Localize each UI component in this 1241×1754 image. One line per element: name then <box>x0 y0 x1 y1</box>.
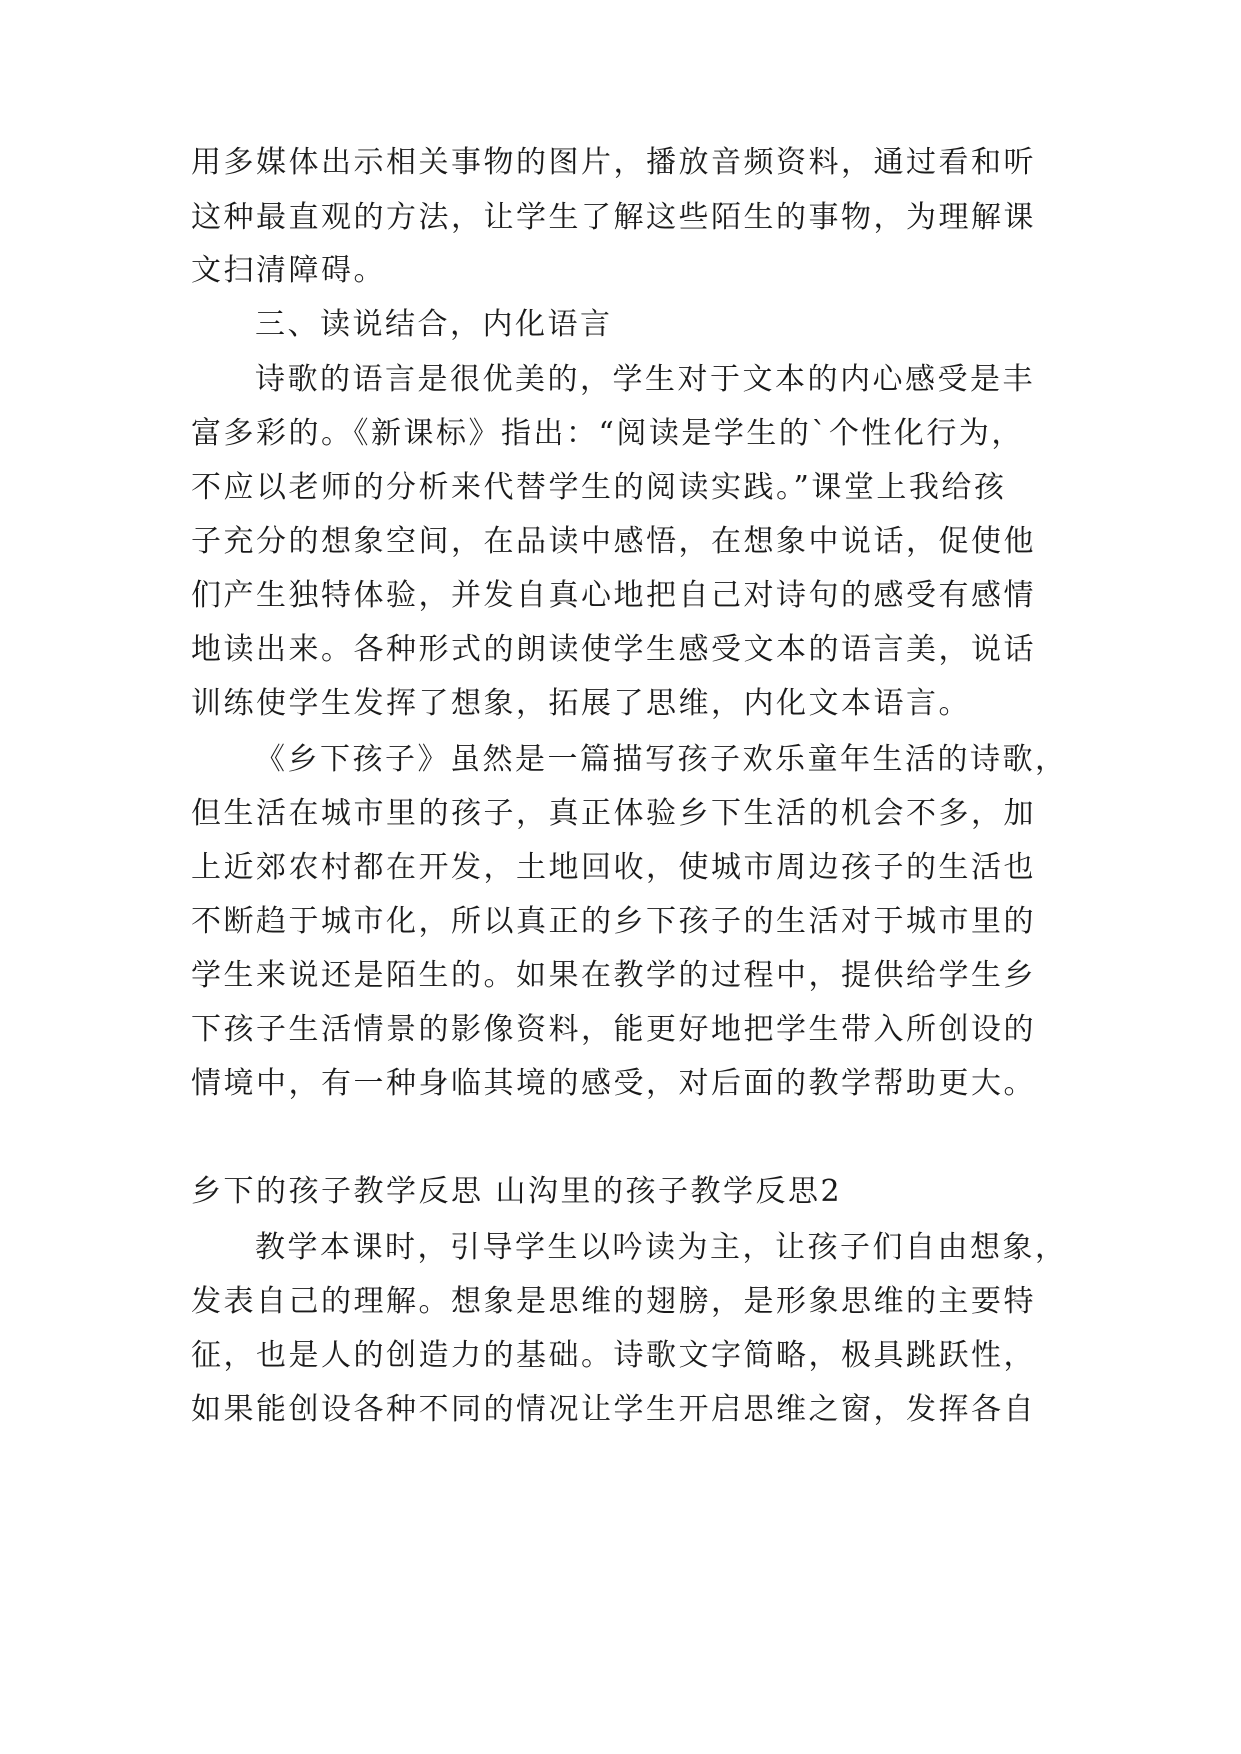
body-text-line: 文扫清障碍。 <box>191 253 386 288</box>
body-text-line: 发表自己的理解。想象是思维的翅膀，是形象思维的主要特 <box>191 1284 1036 1319</box>
body-text-line: 不断趋于城市化，所以真正的乡下孩子的生活对于城市里的 <box>191 904 1036 939</box>
article-title: 乡下的孩子教学反思 山沟里的孩子教学反思2 <box>191 1174 843 1209</box>
body-text-line: 征，也是人的创造力的基础。诗歌文字简略，极具跳跃性， <box>191 1338 1036 1373</box>
body-text-line: 用多媒体出示相关事物的图片，播放音频资料，通过看和听 <box>191 145 1036 180</box>
body-text-line: 教学本课时，引导学生以吟读为主，让孩子们自由想象， <box>255 1230 1068 1265</box>
section-heading: 三、读说结合，内化语言 <box>255 307 613 342</box>
body-text-line: 子充分的想象空间，在品读中感悟，在想象中说话，促使他 <box>191 524 1036 559</box>
body-text-line: 们产生独特体验，并发自真心地把自己对诗句的感受有感情 <box>191 578 1036 613</box>
body-text-line: 但生活在城市里的孩子，真正体验乡下生活的机会不多，加 <box>191 796 1036 831</box>
body-text-line: 下孩子生活情景的影像资料，能更好地把学生带入所创设的 <box>191 1012 1036 1047</box>
body-text-line: 不应以老师的分析来代替学生的阅读实践。”课堂上我给孩 <box>191 470 1007 505</box>
body-text-line: 训练使学生发挥了想象，拓展了思维，内化文本语言。 <box>191 686 971 721</box>
body-text-line: 上近郊农村都在开发，土地回收，使城市周边孩子的生活也 <box>191 850 1036 885</box>
body-text-line: 情境中，有一种身临其境的感受，对后面的教学帮助更大。 <box>191 1066 1036 1101</box>
body-text-line: 如果能创设各种不同的情况让学生开启思维之窗，发挥各自 <box>191 1392 1036 1427</box>
body-text-line: 地读出来。各种形式的朗读使学生感受文本的语言美，说话 <box>191 632 1036 667</box>
body-text-line: 《乡下孩子》虽然是一篇描写孩子欢乐童年生活的诗歌， <box>255 742 1068 777</box>
body-text-line: 富多彩的。《新课标》指出：“阅读是学生的`个性化行为， <box>191 416 1024 451</box>
body-text-line: 这种最直观的方法，让学生了解这些陌生的事物，为理解课 <box>191 200 1036 235</box>
body-text-line: 学生来说还是陌生的。如果在教学的过程中，提供给学生乡 <box>191 958 1036 993</box>
body-text-line: 诗歌的语言是很优美的，学生对于文本的内心感受是丰 <box>255 362 1035 397</box>
